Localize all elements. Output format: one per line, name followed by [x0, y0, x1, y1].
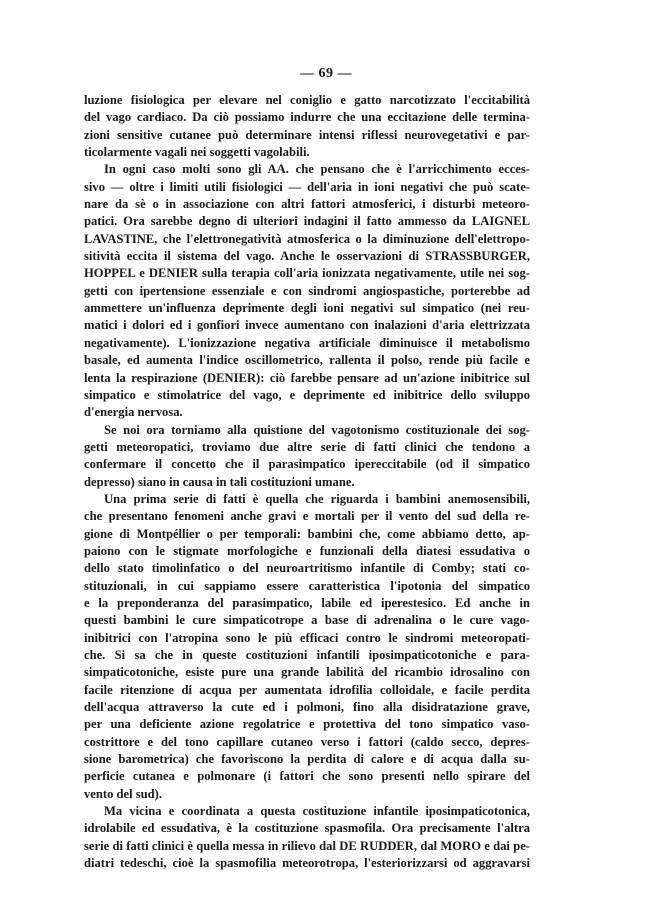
paragraph [84, 92, 530, 161]
paragraph [84, 161, 530, 421]
text-line: patici. Ora sarebbe degno di ulteriori indagini il fatto ammesso da LAIGNEL [84, 214, 530, 229]
paragraph [84, 491, 530, 803]
text-line: HOPPEL e DENIER sulla terapia coll'aria ionizzata negativamente, utile nei sog- [84, 266, 530, 281]
text-line: nare da sè o in associazione con altri fattori atmosferici, i disturbi meteoro- [84, 197, 530, 212]
text-line: Una prima serie di fatti è quella che riguarda i bambini anemosensibili, [104, 491, 530, 506]
text-line: dell'acqua attraverso la cute ed i polmoni, fino alla disidratazione grave, [84, 700, 530, 715]
text-line: sivo — oltre i limiti utili fisiologici — dell'aria in ioni negativi che può scate- [84, 179, 530, 194]
page-number: — 69 — [300, 66, 352, 81]
text-line: confermare il concetto che il parasimpatico ipereccitabile (od il simpatico [84, 457, 530, 472]
paragraph [84, 803, 530, 872]
text-line: che presentano fenomeni anche gravi e mortali per il vento del sud della re- [84, 509, 530, 524]
text-line: vento del sud). [84, 786, 163, 801]
text-line: e la preponderanza del parasimpatico, labile ed iperestesico. Ed anche in [84, 595, 530, 610]
text-line: perficie cutanea e polmonare (i fattori che sono presenti nello spirare del [84, 769, 530, 784]
text-line: gione di Montpéllier o per temporali: bambini che, come abbiamo detto, ap- [84, 526, 530, 541]
text-line: d'energia nervosa. [84, 405, 183, 420]
text-line: dello stato timolinfatico o del neuroartritismo infantile di Comby; stati co- [84, 561, 530, 576]
text-line: sitività eccita il sistema del vago. Anche le osservazioni di STRASSBURGER, [84, 249, 530, 264]
text-line: luzione fisiologica per elevare nel coniglio e gatto narcotizzato l'eccitabilità [84, 93, 530, 107]
text-line: facile ritenzione di acqua per aumentata idrofilia colloidale, e facile perdita [84, 682, 530, 697]
text-line: ticolarmente vagali nei soggetti vagolabili. [84, 145, 310, 160]
text-line: getti con ipertensione essenziale e con sindromi angiospastiche, porterebbe ad [84, 283, 530, 298]
text-line: serie di fatti clinici è quella messa in rilievo dal DE RUDDER, dal MORO e dai pe- [84, 838, 530, 853]
text-line: LAVASTINE, che l'elettronegatività atmosferica o la diminuzione dell'elettropo- [84, 231, 530, 246]
text-line: Ma vicina e coordinata a questa costituzione infantile iposimpaticotonica, [104, 804, 530, 819]
text-line: inibitrici con l'atropina sono le più efficaci contro le sindromi meteoropati- [84, 630, 530, 645]
paragraph [84, 422, 530, 491]
text-line: negativamente). L'ionizzazione negativa artificiale diminuisce il metabolismo [84, 335, 530, 350]
text-line: sione barometrica) che favoriscono la perdita di calore e di acqua dalla su- [84, 752, 530, 767]
text-line: matici i dolori ed i gonfiori invece aumentano con inalazioni d'aria elettrizzata [84, 318, 530, 333]
text-line: del vago cardiaco. Da ciò possiamo indurre che una eccitazione delle termina- [84, 110, 530, 125]
text-line: zioni sensitive cutanee può determinare intensi riflessi neurovegetativi e par- [84, 127, 530, 142]
body-text [84, 92, 530, 872]
text-line: diatri tedeschi, cioè la spasmofilia meteorotropa, l'esteriorizzarsi od aggravarsi [84, 856, 530, 871]
text-line: basale, ed aumenta l'indice oscillometrico, rallenta il polso, rende più facile e [84, 353, 530, 368]
text-line: per una deficiente azione regolatrice e protettiva del tono simpatico vaso- [84, 717, 530, 732]
text-line: depresso) siano in causa in tali costituzioni umane. [84, 474, 355, 489]
text-line: idrolabile ed essudativa, è la costituzione spasmofila. Ora precisamente l'altra [84, 821, 530, 836]
text-line: lenta la respirazione (DENIER): ciò farebbe pensare ad un'azione inibitrice sul [84, 370, 530, 385]
text-line: In ogni caso molti sono gli AA. che pensano che è l'arricchimento ecces- [104, 162, 530, 177]
text-line: paiono con le stigmate morfologiche e funzionali della diatesi essudativa o [84, 543, 530, 558]
text-line: ammettere un'influenza deprimente degli ioni negativi sul simpatico (nei reu- [84, 301, 530, 316]
text-line: stituzionali, in cui sappiamo essere caratteristica l'ipotonia del simpatico [84, 578, 530, 593]
text-line: simpaticotoniche, esiste pure una grande labilità del ricambio idrosalino con [84, 665, 530, 680]
text-line: getti meteoropatici, troviamo due altre serie di fatti clinici che tendono a [84, 439, 530, 454]
text-line: costrittore e del tono capillare cutaneo verso i fattori (caldo secco, depres- [84, 734, 530, 749]
text-line: che. Si sa che in queste costituzioni infantili iposimpaticotoniche e para- [84, 648, 530, 662]
text-line: questi bambini le cure simpaticotrope a base di adrenalina o le cure vago- [84, 613, 530, 628]
text-line: Se noi ora torniamo alla quistione del vagotonismo costituzionale dei sog- [104, 422, 530, 437]
text-line: simpatico e stimolatrice del vago, e deprimente ed inibitrice dello sviluppo [84, 387, 530, 402]
